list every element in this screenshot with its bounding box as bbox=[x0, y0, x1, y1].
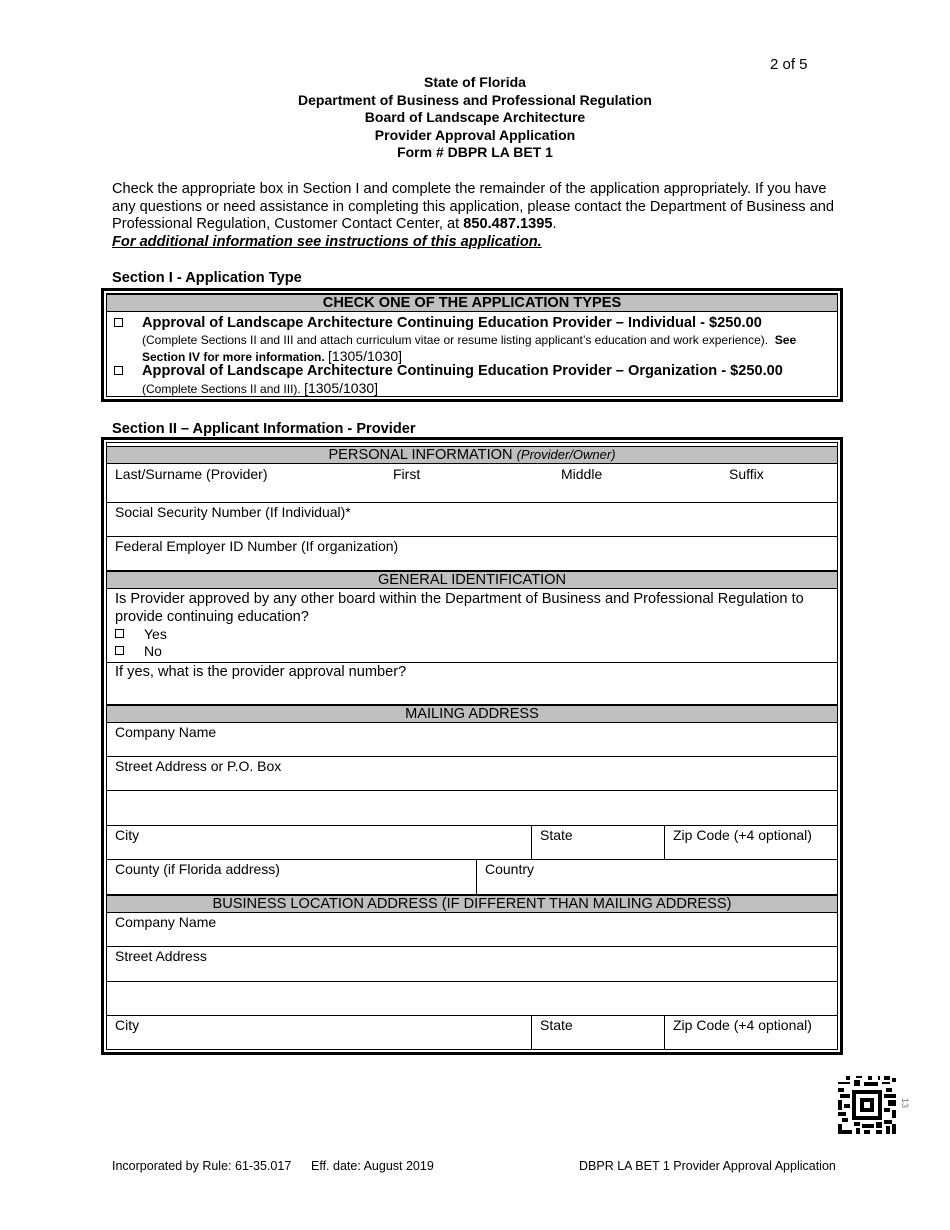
checkbox-individual[interactable] bbox=[114, 318, 123, 327]
checkbox-no[interactable] bbox=[115, 646, 124, 655]
header-state: State of Florida bbox=[424, 74, 526, 90]
mailing-zip-label: Zip Code (+4 optional) bbox=[673, 827, 812, 843]
footer-form-title: DBPR LA BET 1 Provider Approval Application bbox=[579, 1159, 836, 1173]
approval-number-label: If yes, what is the provider approval number? bbox=[115, 664, 407, 680]
ssn-field[interactable] bbox=[107, 503, 837, 537]
mailing-street-line2-field[interactable] bbox=[107, 791, 837, 826]
business-company-field[interactable] bbox=[107, 913, 837, 947]
mailing-city-label: City bbox=[115, 827, 140, 843]
application-types-band: CHECK ONE OF THE APPLICATION TYPES bbox=[107, 294, 837, 312]
approval-number-field[interactable] bbox=[107, 663, 837, 705]
page-number: 2 of 5 bbox=[770, 56, 808, 73]
business-location-band: BUSINESS LOCATION ADDRESS (IF DIFFERENT THAN MAILING ADDRESS) bbox=[107, 895, 837, 913]
last-name-label: Last/Surname (Provider) bbox=[115, 466, 268, 482]
business-street-line2-field[interactable] bbox=[107, 982, 837, 1016]
contact-phone: 850.487.1395 bbox=[463, 216, 553, 232]
footer-effective-date: Eff. date: August 2019 bbox=[311, 1159, 434, 1173]
business-city-row[interactable] bbox=[107, 1016, 837, 1050]
fein-label: Federal Employer ID Number (If organization) bbox=[115, 538, 399, 554]
business-company-label: Company Name bbox=[115, 914, 217, 930]
no-option[interactable]: No bbox=[115, 643, 162, 659]
general-identification-band: GENERAL IDENTIFICATION bbox=[107, 571, 837, 589]
section2-title: Section II – Applicant Information - Provider bbox=[112, 421, 416, 437]
suffix-label: Suffix bbox=[729, 466, 764, 482]
name-row[interactable] bbox=[107, 464, 837, 503]
qr-number: 13 bbox=[900, 1097, 911, 1109]
additional-info-note: For additional information see instructions of this application. bbox=[112, 233, 542, 250]
mailing-address-band: MAILING ADDRESS bbox=[107, 705, 837, 723]
application-type-box bbox=[101, 288, 843, 402]
mailing-street-label: Street Address or P.O. Box bbox=[115, 758, 282, 774]
mailing-company-field[interactable] bbox=[107, 723, 837, 757]
business-city-label: City bbox=[115, 1017, 140, 1033]
business-zip-label: Zip Code (+4 optional) bbox=[673, 1017, 812, 1033]
personal-info-band: PERSONAL INFORMATION (Provider/Owner) bbox=[107, 446, 837, 464]
intro-text: Check the appropriate box in Section I and complete the remainder of the application appropriately. If you have any questions or need assistance in completing this application, please contact the Department of Business and Professional Regulation, Customer Contact Center, at bbox=[112, 181, 835, 232]
checkbox-organization[interactable] bbox=[114, 366, 123, 375]
mailing-state-label: State bbox=[540, 827, 573, 843]
checkbox-yes[interactable] bbox=[115, 629, 124, 638]
mailing-company-label: Company Name bbox=[115, 724, 217, 740]
business-street-label: Street Address bbox=[115, 948, 207, 964]
business-state-label: State bbox=[540, 1017, 573, 1033]
form-header bbox=[0, 74, 950, 162]
mailing-county-row[interactable] bbox=[107, 860, 837, 895]
fein-field[interactable] bbox=[107, 537, 837, 571]
option-organization-title: Approval of Landscape Architecture Continuing Education Provider – Organization - $250.00 bbox=[142, 363, 783, 379]
other-board-question bbox=[107, 589, 837, 663]
section1-title: Section I - Application Type bbox=[112, 270, 302, 286]
header-department: Department of Business and Professional Regulation bbox=[298, 91, 652, 108]
yes-option[interactable]: Yes bbox=[115, 626, 167, 642]
header-board: Board of Landscape Architecture bbox=[364, 109, 586, 125]
option-organization-desc: (Complete Sections II and III). [1305/1030] bbox=[142, 380, 379, 396]
footer-rule: Incorporated by Rule: 61-35.017 bbox=[112, 1159, 292, 1173]
option-individual-title: Approval of Landscape Architecture Continuing Education Provider – Individual - $250.00 bbox=[142, 315, 762, 331]
ssn-label: Social Security Number (If Individual)* bbox=[115, 504, 351, 520]
qr-code bbox=[838, 1076, 896, 1134]
mailing-city-row[interactable] bbox=[107, 826, 837, 860]
mailing-country-label: Country bbox=[485, 861, 535, 877]
mailing-county-label: County (if Florida address) bbox=[115, 861, 280, 877]
other-board-question-text: Is Provider approved by any other board within the Department of Business and Professional Regulation to provide continuing education? bbox=[115, 591, 804, 625]
middle-name-label: Middle bbox=[561, 466, 603, 482]
applicant-info-box bbox=[101, 437, 843, 1055]
first-name-label: First bbox=[393, 466, 421, 482]
intro-paragraph: Check the appropriate box in Section I and complete the remainder of the application appropriately. If you have any questions or need assistance in completing this application, please contact the Department of Business and Professional Regulation, Customer Contact Center, at 850.487.1395. For additional information see instructions of this application. bbox=[112, 181, 835, 250]
header-form-number: Form # DBPR LA BET 1 bbox=[397, 144, 553, 160]
business-street-field[interactable] bbox=[107, 947, 837, 982]
header-application: Provider Approval Application bbox=[374, 126, 576, 143]
option-individual-desc: (Complete Sections II and III and attach curriculum vitae or resume listing applicant’s education and work experience). See Section IV for more information. [1305/1030] bbox=[142, 333, 797, 364]
mailing-street-field[interactable] bbox=[107, 757, 837, 791]
